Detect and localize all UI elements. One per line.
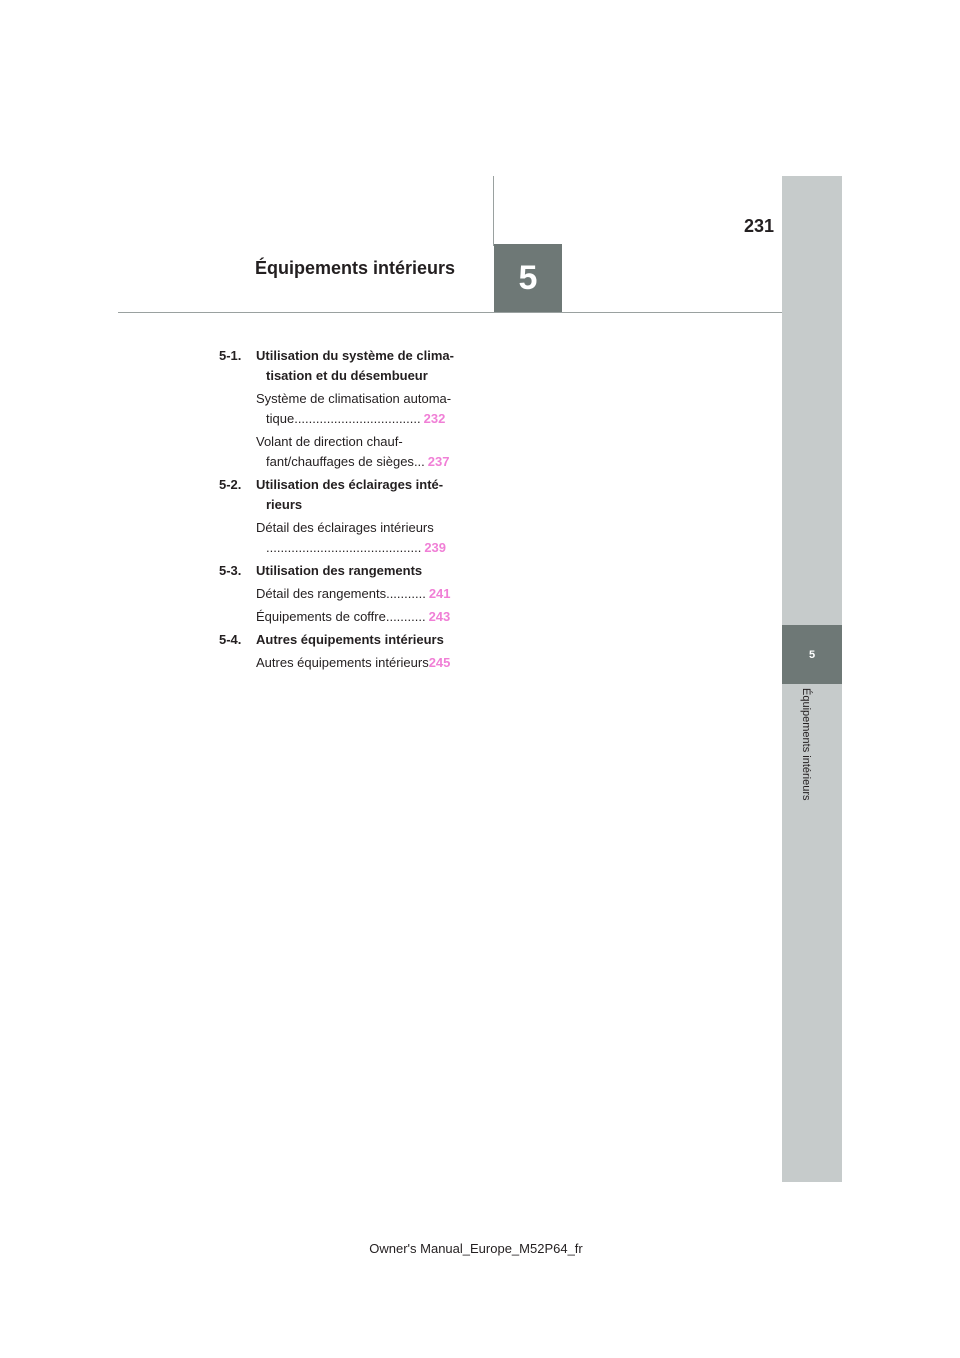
side-tab-number: 5 xyxy=(808,648,816,661)
section-title-line1: Autres équipements intérieurs xyxy=(256,632,444,647)
toc-section-5-2[interactable] xyxy=(219,475,467,515)
section-number: 5-2. xyxy=(219,477,242,492)
section-title-line1: Utilisation du système de clima- xyxy=(256,348,454,363)
chapter-title: Équipements intérieurs xyxy=(255,258,456,278)
leader-dots: ........... xyxy=(386,586,426,601)
entry-title-line2: tique xyxy=(266,411,295,426)
page-link[interactable]: 245 xyxy=(428,655,451,670)
page-link[interactable]: 237 xyxy=(427,454,450,469)
section-title-line2: rieurs xyxy=(266,497,303,512)
chapter-number: 5 xyxy=(518,258,538,297)
toc-entry[interactable] xyxy=(256,607,467,627)
page-footer xyxy=(0,1241,960,1256)
section-number: 5-1. xyxy=(219,348,242,363)
leader-dots: ... xyxy=(413,454,425,469)
toc-entry[interactable] xyxy=(256,584,467,604)
leader-dots: ........................................... xyxy=(266,540,422,555)
section-number: 5-4. xyxy=(219,632,242,647)
header-vertical-rule xyxy=(493,176,494,246)
section-title-line1: Utilisation des rangements xyxy=(256,563,423,578)
section-title-line2: tisation et du désembueur xyxy=(266,368,428,383)
entry-title: Équipements de coffre xyxy=(256,609,386,624)
entry-title-line2: fant/chauffages de sièges xyxy=(266,454,414,469)
entry-title: Détail des rangements xyxy=(256,586,387,601)
header-horizontal-rule xyxy=(118,312,782,313)
entry-title: Autres équipements intérieurs xyxy=(256,655,429,670)
toc-section-5-1[interactable] xyxy=(219,346,467,386)
section-title-line1: Utilisation des éclairages inté- xyxy=(256,477,444,492)
side-chapter-tab[interactable] xyxy=(782,625,842,684)
entry-title-line1: Volant de direction chauf- xyxy=(256,434,403,449)
toc-section-5-3[interactable] xyxy=(219,561,467,581)
chapter-number-box xyxy=(494,244,562,312)
side-tab-label-area xyxy=(782,688,842,838)
side-tab-label: Équipements intérieurs xyxy=(800,688,812,801)
page-link[interactable]: 232 xyxy=(423,411,446,426)
leader-dots: ................................... xyxy=(294,411,421,426)
page-number: 231 xyxy=(743,216,774,236)
toc-section-5-4[interactable] xyxy=(219,630,467,650)
table-of-contents xyxy=(219,346,467,676)
footer-text: Owner's Manual_Europe_M52P64_fr xyxy=(369,1241,583,1256)
page-link[interactable]: 239 xyxy=(424,540,447,555)
toc-entry[interactable] xyxy=(256,653,467,673)
page-link[interactable]: 241 xyxy=(428,586,451,601)
toc-entry[interactable] xyxy=(256,389,467,429)
page-link[interactable]: 243 xyxy=(428,609,451,624)
entry-title-line1: Détail des éclairages intérieurs xyxy=(256,520,434,535)
toc-entry[interactable] xyxy=(256,518,467,558)
leader-dots: ........... xyxy=(385,609,426,624)
section-number: 5-3. xyxy=(219,563,242,578)
entry-title-line1: Système de climatisation automa- xyxy=(256,391,452,406)
toc-entry[interactable] xyxy=(256,432,467,472)
